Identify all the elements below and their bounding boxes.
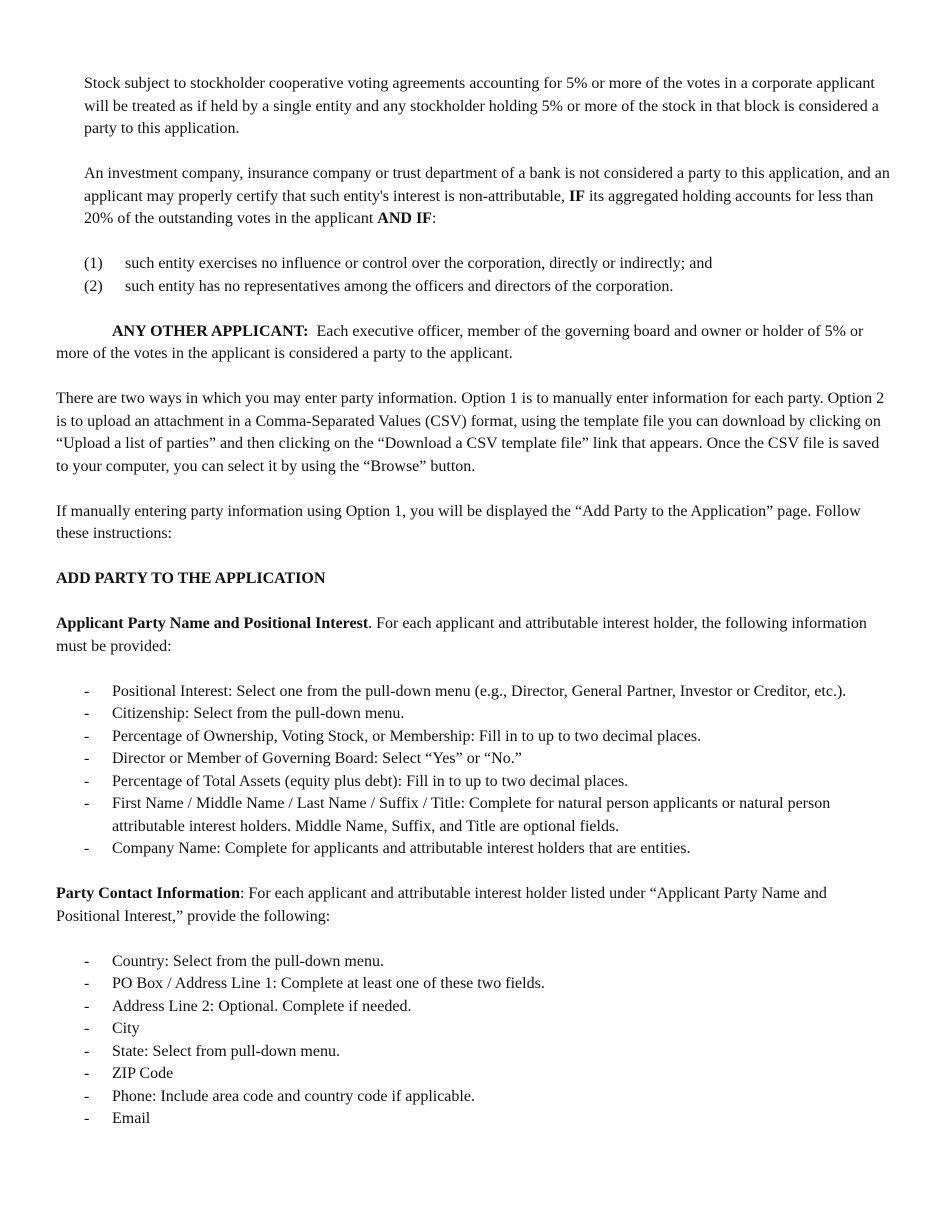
investment-text-c: :: [431, 210, 437, 227]
paragraph-stock-voting: Stock subject to stockholder cooperative voting agreements accounting for 5% or more of the votes in a corporate applicant will be treated as if held by a single entity and any stockholder holding 5% or more of the stock in that block is considered a party to this application.: [84, 75, 879, 137]
list-item-text: Email: [112, 1110, 151, 1127]
party-contact-label: Party Contact Information: [56, 885, 240, 902]
applicant-party-list: [56, 681, 894, 861]
list-number: (2): [84, 277, 103, 295]
list-item: [84, 1018, 894, 1041]
list-item: [84, 973, 894, 996]
investment-bold-and-if: AND IF: [377, 210, 432, 227]
list-dash: -: [84, 795, 90, 812]
list-item: [84, 1063, 894, 1086]
list-item-text: ZIP Code: [112, 1065, 174, 1082]
list-item-text: State: Select from pull-down menu.: [112, 1042, 340, 1060]
list-dash: -: [84, 682, 90, 700]
list-item-text: Percentage of Ownership, Voting Stock, or Membership: Fill in to up to two decimal places.: [112, 727, 702, 745]
list-item: [84, 726, 894, 749]
list-item: [84, 748, 894, 771]
list-item-text: Phone: Include area code and country code if applicable.: [112, 1087, 475, 1105]
list-item-text: Address Line 2: Optional. Complete if needed.: [112, 997, 412, 1015]
list-dash: -: [84, 705, 90, 722]
list-item-text: City: [112, 1020, 140, 1037]
list-dash: -: [84, 772, 90, 790]
other-applicant-text: Each executive officer, member of the governing board and owner or holder of 5% or more of the votes in the applicant is considered a party to the applicant.: [56, 322, 868, 362]
list-item-text: First Name / Middle Name / Last Name / Suffix / Title: Complete for natural person applicants or natural person attributable interest holders. Middle Name, Suffix, and Title are optional fields.: [112, 795, 831, 835]
list-item: [84, 681, 894, 704]
list-dash: -: [84, 840, 90, 857]
list-dash: -: [84, 750, 90, 767]
list-item: [84, 1108, 894, 1131]
paragraph-investment-company: [56, 163, 894, 231]
list-item-text: Percentage of Total Assets (equity plus debt): Fill in to up to two decimal places.: [112, 772, 629, 790]
party-contact-text: : For each applicant and attributable interest holder listed under “Applicant Party Name and Positional Interest,” provide the following:: [56, 885, 827, 925]
list-item-text: Positional Interest: Select one from the pull-down menu (e.g., Director, General Partner, Investor or Creditor, etc.).: [112, 682, 847, 700]
list-item-text: Country: Select from the pull-down menu.: [112, 952, 384, 970]
list-item: [84, 996, 894, 1019]
list-dash: -: [84, 975, 90, 992]
applicant-party-label: Applicant Party Name and Positional Interest: [56, 615, 369, 632]
section-heading: ADD PARTY TO THE APPLICATION: [56, 570, 326, 587]
paragraph-manual-entry: If manually entering party information using Option 1, you will be displayed the “Add Party to the Application” page. Follow these instructions:: [56, 502, 861, 542]
other-applicant-label: ANY OTHER APPLICANT:: [112, 322, 309, 340]
list-dash: -: [84, 727, 90, 745]
list-number: (1): [84, 255, 103, 272]
list-item-text: Citizenship: Select from the pull-down menu.: [112, 705, 405, 722]
party-contact-list: [56, 951, 894, 1131]
paragraph-two-ways: There are two ways in which you may enter party information. Option 1 is to manually enter information for each party. Option 2 is to upload an attachment in a Comma-Separated Values (CSV) format, using the template file you can download by clicking on “Upload a list of parties” and then clicking on the “Download a CSV template file” link that appears. Once the CSV file is saved to your computer, you can select it by using the “Browse” button.: [56, 390, 885, 475]
paragraph-applicant-party: [56, 613, 894, 658]
list-item: [84, 703, 894, 726]
list-item-text: PO Box / Address Line 1: Complete at least one of these two fields.: [112, 975, 545, 992]
paragraph-party-contact: [56, 883, 894, 928]
list-item: [84, 793, 894, 838]
list-dash: -: [84, 1065, 90, 1082]
list-item: [84, 838, 894, 861]
paragraph-other-applicant: [56, 321, 894, 366]
list-item-text: such entity exercises no influence or control over the corporation, directly or indirectly; and: [125, 255, 713, 272]
conditions-list: [56, 253, 894, 298]
list-item: [84, 771, 894, 794]
list-dash: -: [84, 952, 90, 970]
list-dash: -: [84, 997, 90, 1015]
list-item: [84, 253, 894, 276]
list-dash: -: [84, 1042, 90, 1060]
list-item: [84, 1086, 894, 1109]
list-item: [84, 1041, 894, 1064]
investment-text-b: its aggregated holding accounts for less than 20% of the outstanding votes in the applicant: [84, 187, 874, 227]
applicant-party-text: . For each applicant and attributable interest holder, the following information must be provided:: [56, 615, 867, 655]
list-item-text: such entity has no representatives among the officers and directors of the corporation.: [125, 277, 674, 295]
list-item-text: Company Name: Complete for applicants and attributable interest holders that are entities.: [112, 840, 691, 857]
list-item-text: Director or Member of Governing Board: Select “Yes” or “No.”: [112, 750, 522, 767]
list-item: [84, 951, 894, 974]
list-item: [84, 276, 894, 299]
investment-bold-if: IF: [568, 187, 585, 205]
investment-text-a: An investment company, insurance company or trust department of a bank is not considered a party to this application, and an applicant may properly certify that such entity's interest is non-attributable,: [84, 165, 890, 205]
list-dash: -: [84, 1020, 90, 1037]
list-dash: -: [84, 1110, 90, 1127]
list-dash: -: [84, 1087, 90, 1105]
